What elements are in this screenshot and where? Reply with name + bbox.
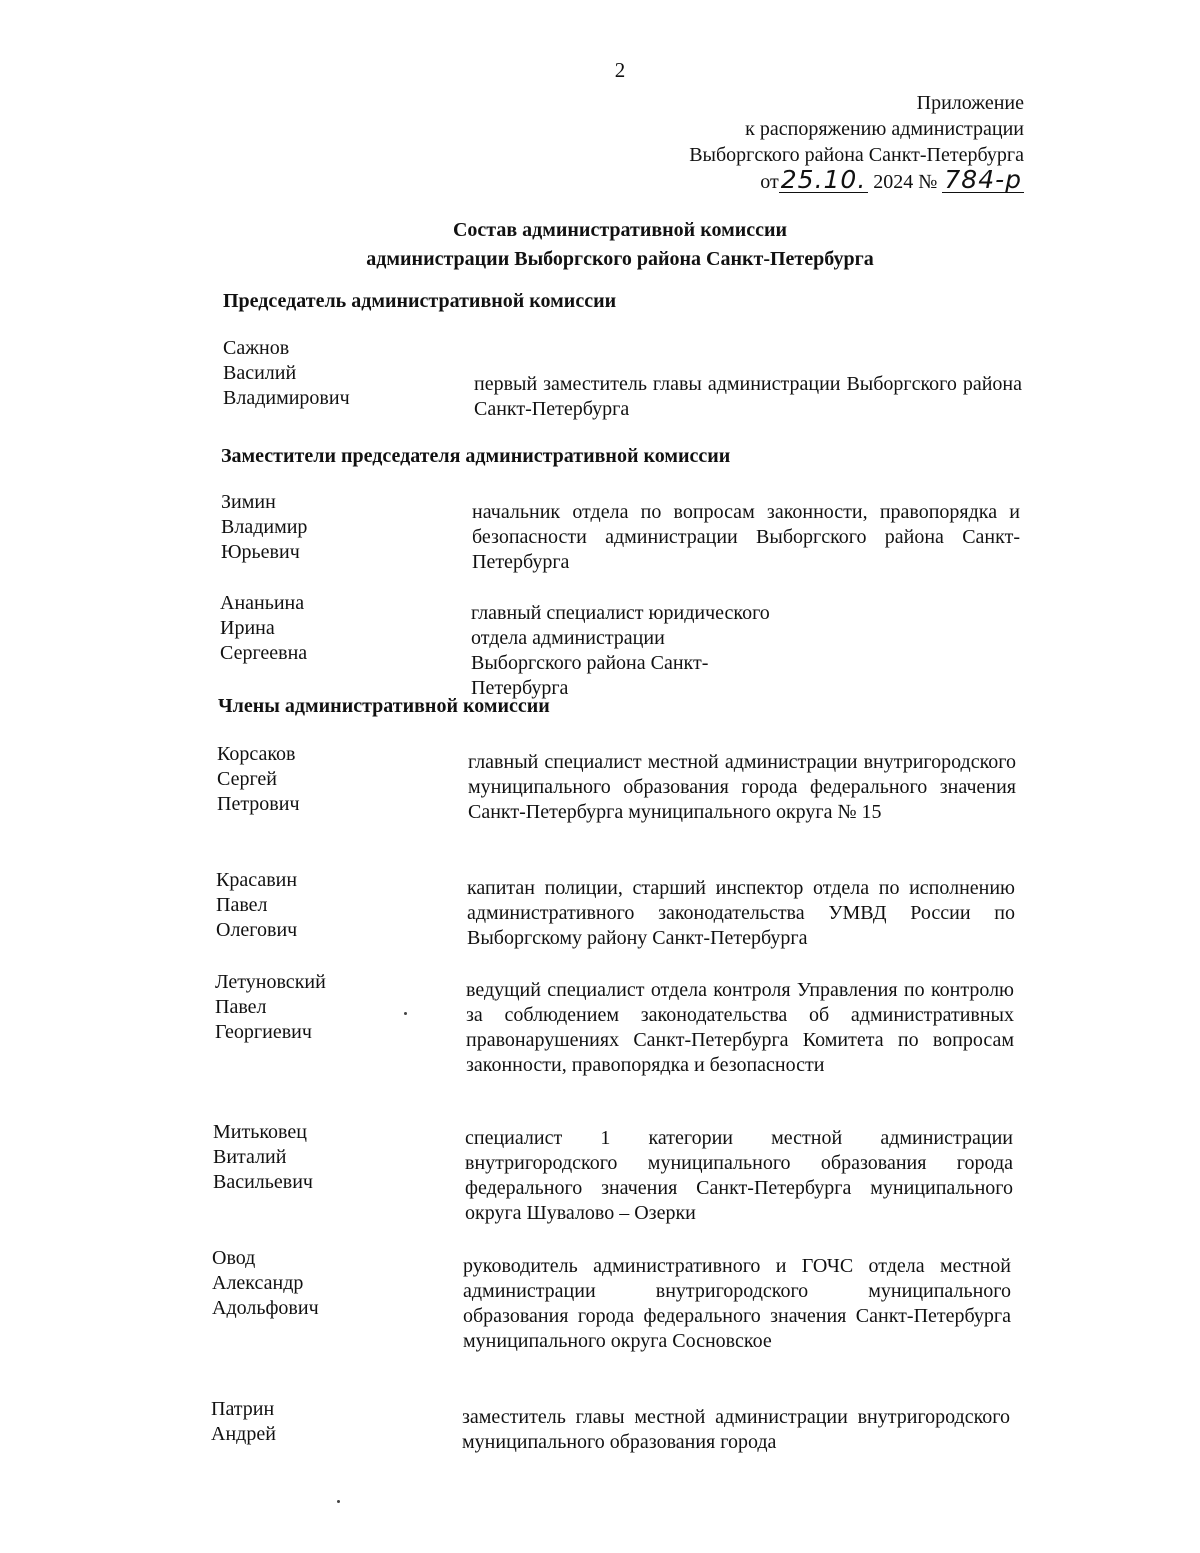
appendix-line-2: к распоряжению администрации bbox=[745, 118, 1024, 140]
year-and-number-label: 2024 № bbox=[873, 171, 938, 193]
heading-deputies: Заместители председателя административной комиссии bbox=[221, 445, 731, 467]
member-position: руководитель административного и ГОЧС отдела местной администрации внутригородского муниципального образования города федерального значения Санкт-Петербурга муниципального округа Сосновское bbox=[463, 1255, 1011, 1352]
member-first-name: Павел bbox=[215, 996, 267, 1018]
member-patronymic: Юрьевич bbox=[221, 541, 300, 563]
member-first-name: Сергей bbox=[217, 768, 277, 790]
title-line-1: Состав административной комиссии bbox=[452, 219, 788, 241]
member-position: капитан полиции, старший инспектор отдела по исполнению административного законодательства УМВД России по Выборгскому району Санкт-Петербурга bbox=[467, 877, 1015, 949]
document-title bbox=[0, 216, 1200, 274]
heading-chairman: Председатель административной комиссии bbox=[223, 290, 617, 312]
appendix-line-3: Выборгского района Санкт-Петербурга bbox=[689, 144, 1024, 166]
member-first-name: Андрей bbox=[211, 1423, 276, 1445]
member-first-name: Василий bbox=[223, 362, 297, 384]
member-surname: Зимин bbox=[221, 491, 276, 513]
member-name bbox=[212, 1246, 412, 1321]
member-name bbox=[215, 970, 415, 1045]
member-patronymic: Адольфович bbox=[212, 1297, 319, 1319]
member-first-name: Ирина bbox=[220, 617, 275, 639]
heading-members: Члены административной комиссии bbox=[218, 695, 550, 717]
member-first-name: Владимир bbox=[221, 516, 308, 538]
member-first-name: Александр bbox=[212, 1272, 304, 1294]
member-surname: Летуновский bbox=[215, 971, 326, 993]
handwritten-date: 25.10. bbox=[780, 165, 867, 194]
member-surname: Красавин bbox=[216, 869, 298, 891]
member-patronymic: Олегович bbox=[216, 919, 298, 941]
member-name bbox=[211, 1397, 411, 1447]
member-surname: Митьковец bbox=[213, 1121, 307, 1143]
member-first-name: Виталий bbox=[213, 1146, 287, 1168]
member-position: специалист 1 категории местной администрации внутригородского муниципального образования города федерального значения Санкт-Петербурга муниципального округа Шувалово – Озерки bbox=[465, 1127, 1013, 1224]
scan-speck bbox=[337, 1500, 340, 1503]
member-name bbox=[223, 336, 423, 411]
member-patronymic: Васильевич bbox=[213, 1171, 313, 1193]
member-name bbox=[217, 742, 417, 817]
scan-speck bbox=[404, 1012, 407, 1015]
page-number: 2 bbox=[614, 58, 626, 82]
handwritten-number: 784-р bbox=[944, 165, 1022, 194]
appendix-header bbox=[689, 90, 1024, 195]
member-name bbox=[221, 490, 421, 565]
member-surname: Овод bbox=[212, 1247, 256, 1269]
member-name bbox=[213, 1120, 413, 1195]
member-name bbox=[216, 868, 416, 943]
member-patronymic: Георгиевич bbox=[215, 1021, 312, 1043]
member-position: главный специалист местной администрации внутригородского муниципального образования города федерального значения Санкт-Петербурга муниципального округа № 15 bbox=[468, 751, 1016, 823]
date-prefix: от bbox=[760, 171, 779, 193]
member-surname: Сажнов bbox=[223, 337, 290, 359]
member-surname: Ананьина bbox=[220, 592, 305, 614]
member-position: заместитель главы местной администрации внутригородского муниципального образования города bbox=[462, 1406, 1010, 1453]
member-patronymic: Владимирович bbox=[223, 387, 350, 409]
member-surname: Патрин bbox=[211, 1398, 275, 1420]
member-first-name: Павел bbox=[216, 894, 268, 916]
appendix-line-1: Приложение bbox=[916, 92, 1024, 114]
member-position: первый заместитель главы администрации Выборгского района Санкт-Петербурга bbox=[474, 373, 1022, 420]
title-line-2: администрации Выборгского района Санкт-Петербурга bbox=[366, 248, 874, 270]
member-patronymic: Сергеевна bbox=[220, 642, 308, 664]
member-position: главный специалист юридического отдела администрации Выборгского района Санкт-Петербурга bbox=[471, 602, 770, 699]
member-patronymic: Петрович bbox=[217, 793, 300, 815]
member-position: ведущий специалист отдела контроля Управления по контролю за соблюдением законодательства об административных правонарушениях Санкт-Петербурга Комитета по вопросам законности, правопорядка и безопасности bbox=[466, 979, 1014, 1076]
member-position: начальник отдела по вопросам законности, правопорядка и безопасности администрации Выборгского района Санкт-Петербурга bbox=[472, 501, 1020, 573]
appendix-date-line bbox=[689, 165, 1024, 195]
member-surname: Корсаков bbox=[217, 743, 296, 765]
member-name bbox=[220, 591, 420, 666]
